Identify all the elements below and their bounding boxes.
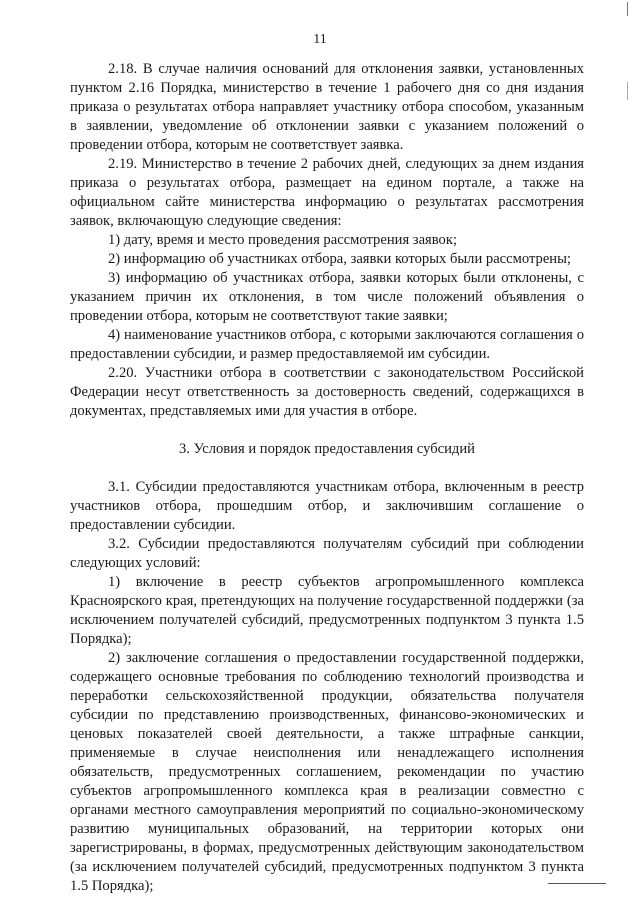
list-item-4: 4) наименование участников отбора, с которыми заключаются соглашения о предоставлении субсидии, и размер предоставляемой им субсидии. <box>70 327 584 362</box>
page-number: 11 <box>313 32 327 47</box>
scan-edge-mark <box>627 2 628 16</box>
paragraph-2-20: 2.20. Участники отбора в соответствии с законодательством Российской Федерации несут ответственность за достоверность сведений, содержащихся в документах, представляемых ими для участия в отборе. <box>70 365 584 419</box>
paragraph-3-2: 3.2. Субсидии предоставляются получателям субсидий при соблюдении следующих условий: <box>70 536 584 571</box>
footer-rule <box>548 883 606 884</box>
document-body <box>70 60 584 896</box>
paragraph-2-18: 2.18. В случае наличия оснований для отклонения заявки, установленных пунктом 2.16 Порядка, министерство в течение 1 рабочего дня со дня издания приказа о результатах отбора направляет участнику отбора способом, указанным в заявлении, уведомление об отклонении заявки с указанием положений о проведении отбора, которым не соответствует заявка. <box>70 61 584 153</box>
section-heading: 3. Условия и порядок предоставления субсидий <box>179 441 475 457</box>
paragraph-2-19: 2.19. Министерство в течение 2 рабочих дней, следующих за днем издания приказа о результатах отбора, размещает на едином портале, а также на официальном сайте министерства информацию о результатах рассмотрения заявок, включающую следующие сведения: <box>70 156 584 229</box>
list-item-2: 2) информацию об участниках отбора, заявки которых были рассмотрены; <box>108 251 571 267</box>
condition-item-2: 2) заключение соглашения о предоставлении государственной поддержки, содержащего основные требования по соблюдению технологий производства и переработки сельскохозяйственной продукции, обязательства получателя субсидии по представлению производственных, финансово-экономических и ценовых показателей своей деятельности, а также штрафные санкции, применяемые в случае неисполнения или ненадлежащего исполнения обязательств, предусмотренных соглашением, рекомендации по участию субъектов агропромышленного комплекса края в реализации совместно с органами местного самоуправления мероприятий по социально-экономическому развитию муниципальных образований, на территории которых они зарегистрированы, в формах, предусмотренных действующим законодательством (за исключением получателей субсидий, предусмотренных подпунктом 3 пункта 1.5 Порядка); <box>70 650 584 894</box>
condition-item-1: 1) включение в реестр субъектов агропромышленного комплекса Красноярского края, претендующих на получение государственной поддержки (за исключением получателей субсидий, предусмотренных подпунктом 3 пункта 1.5 Порядка); <box>70 574 584 647</box>
list-item-1: 1) дату, время и место проведения рассмотрения заявок; <box>108 232 457 248</box>
scan-edge-mark <box>627 82 628 100</box>
list-item-3: 3) информацию об участниках отбора, заявки которых были отклонены, с указанием причин их отклонения, в том числе положений объявления о проведении отбора, которым не соответствуют такие заявки; <box>70 270 584 324</box>
paragraph-3-1: 3.1. Субсидии предоставляются участникам отбора, включенным в реестр участников отбора, прошедшим отбор, и заключившим соглашение о предоставлении субсидии. <box>70 479 584 533</box>
